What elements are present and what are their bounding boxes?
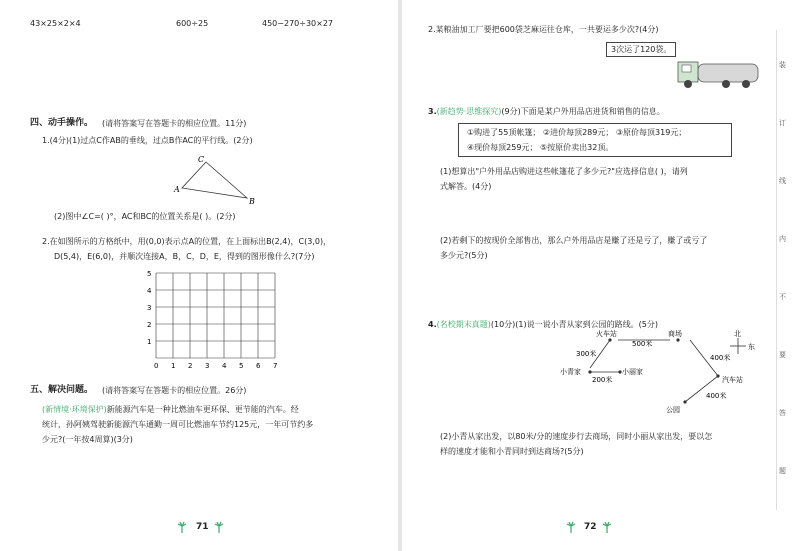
section5-title: 五、解决问题。	[30, 385, 94, 395]
grid-y-tick: 1	[147, 338, 152, 346]
coordinate-grid	[142, 266, 284, 374]
palm-icon	[177, 521, 187, 533]
side-char: 题	[779, 467, 786, 475]
q3-heading	[428, 106, 665, 117]
compass-east: 东	[748, 343, 755, 351]
page-number-right: 72	[584, 522, 597, 532]
label-train-station: 火车站	[596, 330, 617, 338]
calc-2: 600÷25	[176, 19, 209, 28]
q3-2-line1: (2)若剩下的按现价全部售出，那么户外用品店是赚了还是亏了，赚了或亏了	[440, 236, 708, 245]
q2-text: 2.某粮油加工厂要把600袋芝麻运往仓库，一共要运多少次?(4分)	[428, 25, 659, 34]
truck-icon	[670, 56, 762, 92]
q5-1-tag: (新情境·环境保护)	[42, 405, 107, 414]
dist-300: 300米	[576, 350, 597, 358]
label-bus-station: 汽车站	[722, 376, 743, 384]
info-row-2: ④现价每顶259元； ⑤按原价卖出32顶。	[467, 143, 614, 152]
label-mall: 商场	[668, 330, 682, 338]
label-qing-home: 小青家	[560, 368, 581, 376]
grid-y-tick: 3	[147, 304, 152, 312]
grid-x-tick: 4	[222, 362, 227, 370]
side-char: 装	[779, 61, 786, 69]
dist-500: 500米	[632, 340, 653, 348]
q5-1-text: 新能源汽车是一种比燃油车更环保、更节能的汽车。经	[106, 405, 299, 414]
grid-x-tick: 5	[239, 362, 244, 370]
palm-icon	[602, 521, 612, 533]
label-b: B	[249, 197, 255, 206]
grid-y-tick: 4	[147, 287, 152, 295]
grid-x-tick: 1	[171, 362, 176, 370]
palm-icon	[566, 521, 576, 533]
q3-text: (9分)下面是某户外用品店进货和销售的信息。	[501, 107, 665, 116]
q3-2-line2: 多少元?(5分)	[440, 251, 488, 260]
section4-title: 四、动手操作。	[30, 118, 94, 128]
dist-400-lower: 400米	[706, 392, 727, 400]
triangle-abc	[182, 162, 247, 198]
q4-tag: (名校期末真题)	[436, 320, 491, 329]
dist-200: 200米	[592, 376, 613, 384]
q4-heading	[428, 319, 658, 330]
grid-x-tick: 7	[273, 362, 278, 370]
label-park: 公园	[666, 406, 680, 414]
q4-2-line1: 2.在如图所示的方格纸中，用(0,0)表示点A的位置，在上面标出B(2,4)，C(3,0)，	[42, 237, 332, 246]
side-char: 不	[779, 293, 786, 301]
side-char: 答	[779, 409, 786, 417]
palm-icon	[214, 521, 224, 533]
route-map	[540, 330, 770, 425]
q5-1-line1	[42, 404, 299, 415]
grid-y-tick: 2	[147, 321, 152, 329]
side-char: 内	[779, 235, 786, 243]
q5-1-line2: 统计，孙阿姨驾驶新能源汽车通勤一周可比燃油车节约125元，一年可节约多	[42, 420, 314, 429]
dist-400-upper: 400米	[710, 354, 731, 362]
q4-number: 4.	[428, 320, 437, 329]
side-char: 要	[779, 351, 786, 359]
grid-x-tick: 3	[205, 362, 210, 370]
section5-note: (请将答案写在答题卡的相应位置。26分)	[102, 386, 247, 395]
q4-2-line1: (2)小青从家出发，以80米/分的速度步行去商场，同时小丽从家出发，要以怎	[440, 432, 713, 441]
side-char: 线	[779, 177, 786, 185]
q4-2-line2: 样的速度才能和小青同时到达商场?(5分)	[440, 447, 584, 456]
label-a: A	[174, 185, 180, 194]
label-li-home: 小丽家	[622, 368, 643, 376]
grid-y-tick: 5	[147, 270, 152, 278]
grid-x-tick: 6	[256, 362, 261, 370]
info-row-1: ①购进了55顶帐篷； ②进价每顶289元； ③原价每顶319元；	[467, 128, 687, 137]
calc-1: 43×25×2×4	[30, 19, 81, 28]
binding-line	[776, 30, 777, 510]
section4-note: (请将答案写在答题卡的相应位置。11分)	[102, 119, 247, 128]
grid-x-tick: 2	[188, 362, 193, 370]
q4-1-text: 1.(4分)(1)过点C作AB的垂线，过点B作AC的平行线。(2分)	[42, 136, 253, 145]
q5-1-line3: 少元?(一年按4周算)(3分)	[42, 435, 133, 444]
grid-x-tick: 0	[154, 362, 159, 370]
triangle-figure	[172, 154, 262, 206]
label-c: C	[198, 155, 205, 164]
compass-north: 北	[734, 330, 741, 338]
side-char: 订	[779, 119, 786, 127]
compass-icon	[730, 330, 755, 354]
q3-info-box	[458, 123, 732, 157]
q3-number: 3.	[428, 107, 437, 116]
q4-1-part2: (2)图中∠C=( )°，AC和BC的位置关系是( )。(2分)	[54, 212, 236, 221]
q4-text: (10分)(1)说一说小青从家到公园的路线。(5分)	[490, 320, 658, 329]
q3-1-line2: 式解答。(4分)	[440, 182, 492, 191]
q2-hint-box: 3次运了120袋。	[606, 42, 676, 57]
page-number-left: 71	[196, 522, 209, 532]
q3-1-line1: (1)想算出"户外用品店购进这些帐篷花了多少元?"应选择信息( )，请列	[440, 167, 688, 176]
q4-2-line2: D(5,4)，E(6,0)，并顺次连接A，B，C，D，E，得到的图形像什么?(7分)	[54, 252, 315, 261]
calc-3: 450−270÷30×27	[262, 19, 334, 28]
q3-tag: (新趋势·思维探究)	[436, 107, 502, 116]
